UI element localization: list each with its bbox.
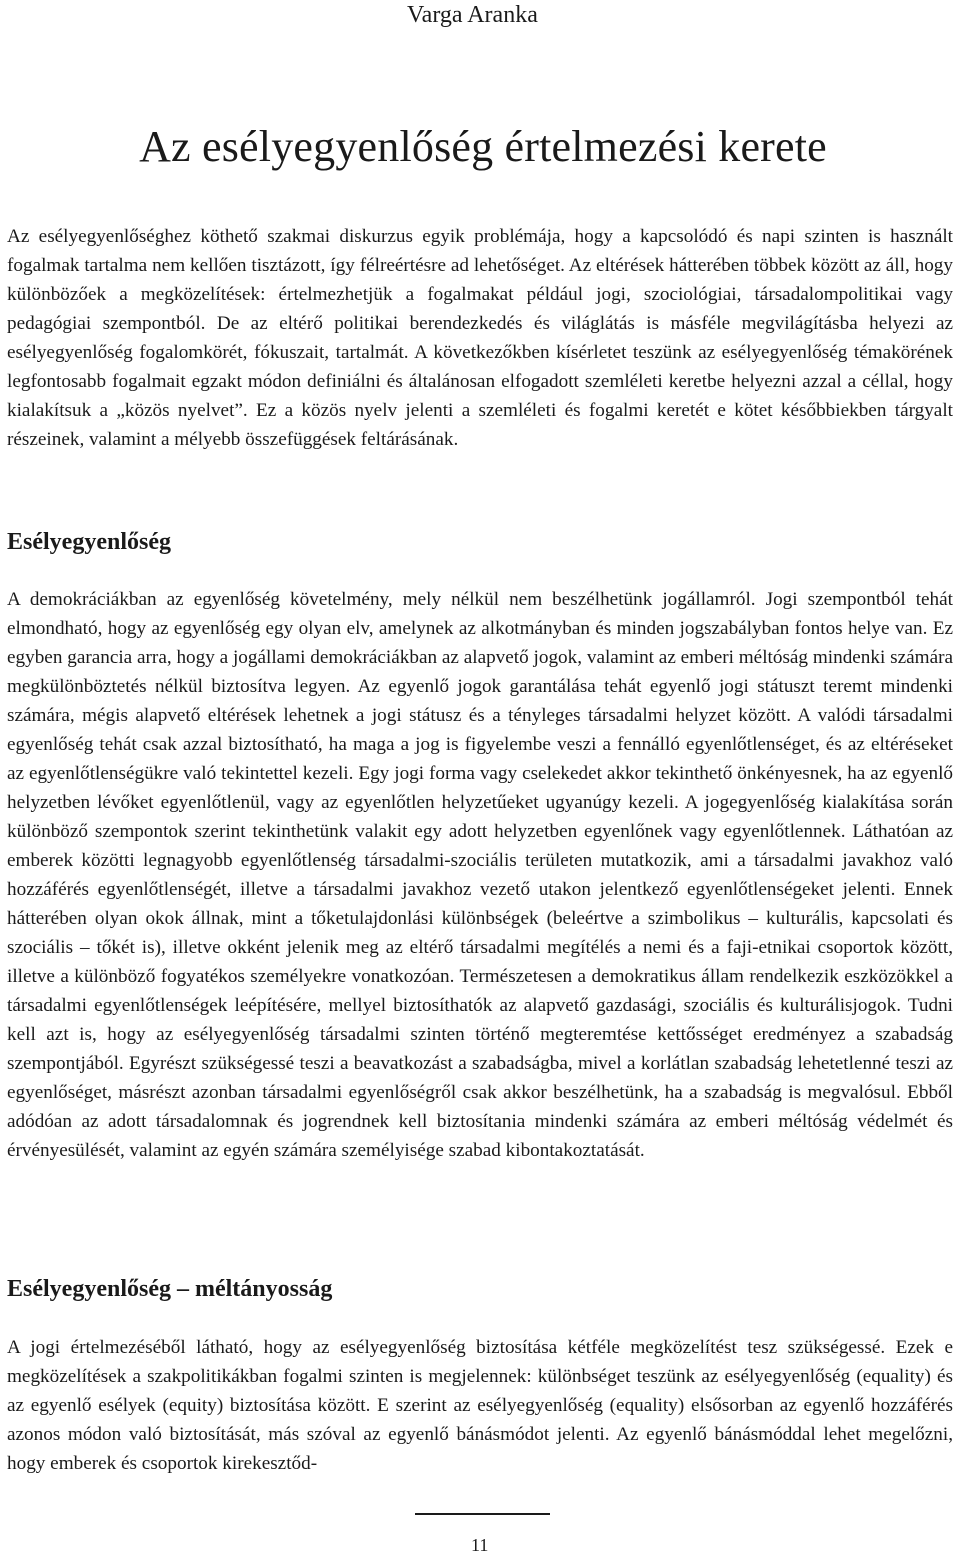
- page-number: 11: [471, 1535, 489, 1555]
- section-paragraph-meltanyossag: A jogi értelmezéséből látható, hogy az esélyegyenlőség biztosítása kétféle megközelítést tesz szükségessé. Ezek e megközelítések a szakpolitikákban fogalmi szinten is megjelennek: különbséget teszünk az esélyegyenlőség (equality) és az egyenlő esélyek (equity) biztosítása között. E szerint az esélyegyenlőség (equality) elsősorban az egyenlő hozzáférés azonos módon való biztosítását, más szóval az egyenlő bánásmódot jelenti. Az egyenlő bánásmóddal lehet megelőzni, hogy emberek és csoportok kirekesztőd-: [7, 1337, 953, 1474]
- chapter-title: Az esélyegyenlőség értelmezési kerete: [139, 122, 827, 171]
- running-header-author: Varga Aranka: [407, 2, 538, 28]
- footer-rule: [415, 1513, 550, 1515]
- section-paragraph-eselyegyenloseg: A demokráciákban az egyenlőség követelmény, mely nélkül nem beszélhetünk jogállamról. Jogi szempontból tehát elmondható, hogy az egyenlőség egy olyan elv, amelynek az alkotmányban és minden jogszabályban fontos helye van. Ez egyben garancia arra, hogy a jogállami demokráciákban az alapvető jogok, valamint az emberi méltóság mindenki számára megkülönböztetés nélkül biztosítva legyen. Az egyenlő jogok garantálása tehát egyenlő jogi státuszt teremt mindenki számára, mégis alapvető eltérések lehetnek a jogi státusz és a tényleges társadalmi helyzet között. A valódi társadalmi egyenlőség tehát csak azzal biztosítható, ha maga a jog is figyelembe veszi a fennálló egyenlőtlenséget, és az eltéréseket az egyenlőtlenségükre való tekintettel kezeli. Egy jogi forma vagy cselekedet akkor tekinthető önkényesnek, ha az egyenlő helyzetben lévőket egyenlőtlenül, vagy az egyenlőtlen helyzetűeket ugyanúgy kezeli. A jogegyenlőség kialakítása során különböző szempontok szerint tekinthetünk valakit egy adott helyzetben egyenlőnek vagy egyenlőtlennek. Láthatóan az emberek közötti legnagyobb egyenlőtlenség társadalmi-szociális területen mutatkozik, ami a társadalmi javakhoz való hozzáférés egyenlőtlenségét, illetve a társadalmi javakhoz vezető utakon jelentkező egyenlőtlenségeket jelenti. Ennek hátterében olyan okok állnak, mint a tőketulajdonlási különbségek (beleértve a szimbolikus – kulturális, kapcsolati és szociális – tőkét is), illetve okként jelenik meg az eltérő társadalmi megítélés a nemi és a faji-etnikai csoportok között, illetve a különböző fogyatékos személyekre vonatkozóan. Természetesen a demokratikus állam rendelkezik eszközökkel a társadalmi egyenlőtlenségek leépítésére, mellyel biztosíthatók az alapvető gazdasági, szociális és kulturálisjogok. Tudni kell azt is, hogy az esélyegyenlőség társadalmi szinten történő megteremtése kettősséget eredményez a szabadság szempontjából. Egyrészt szükségessé teszi a beavatkozást a szabadságba, mivel a korlátlan szabadság lehetetlenné teszi az egyenlőséget, másrészt azonban társadalmi egyenlőségről csak akkor beszélhetünk, ha a szabadság is megvalósul. Ebből adódóan az adott társadalomnak és jogrendnek kell biztosítania mindenki számára az emberi méltóság védelmét és érvényesülését, valamint az egyén számára személyisége szabad kibontakoztatását.: [7, 589, 953, 1161]
- intro-paragraph: Az esélyegyenlőséghez köthető szakmai diskurzus egyik problémája, hogy a kapcsolódó és napi szinten is használt fogalmak tartalma nem kellően tisztázott, így félreértésre ad lehetőséget. Az eltérések hátterében többek között az áll, hogy különbözőek a megközelítések: értelmezhetjük a fogalmakat például jogi, szociológiai, társadalompolitikai vagy pedagógiai szempontból. De az eltérő politikai berendezkedés és világlátás is másféle megvilágításba helyezi az esélyegyenlőség fogalomkörét, fókuszait, tartalmát. A következőkben kísérletet teszünk az esélyegyenlőség témakörének legfontosabb fogalmait egzakt módon definiálni és általánosan elfogadott szemléleti keretbe helyezni azzal a céllal, hogy kialakítsuk a „közös nyelvet”. Ez a közös nyelv jelenti a szemléleti és fogalmi keretét e kötet későbbiekben tárgyalt részeinek, valamint a mélyebb összefüggések feltárásának.: [7, 226, 953, 450]
- section-heading-meltanyossag: Esélyegyenlőség – méltányosság: [7, 1276, 333, 1302]
- section-heading-eselyegyenloseg: Esélyegyenlőség: [7, 529, 171, 555]
